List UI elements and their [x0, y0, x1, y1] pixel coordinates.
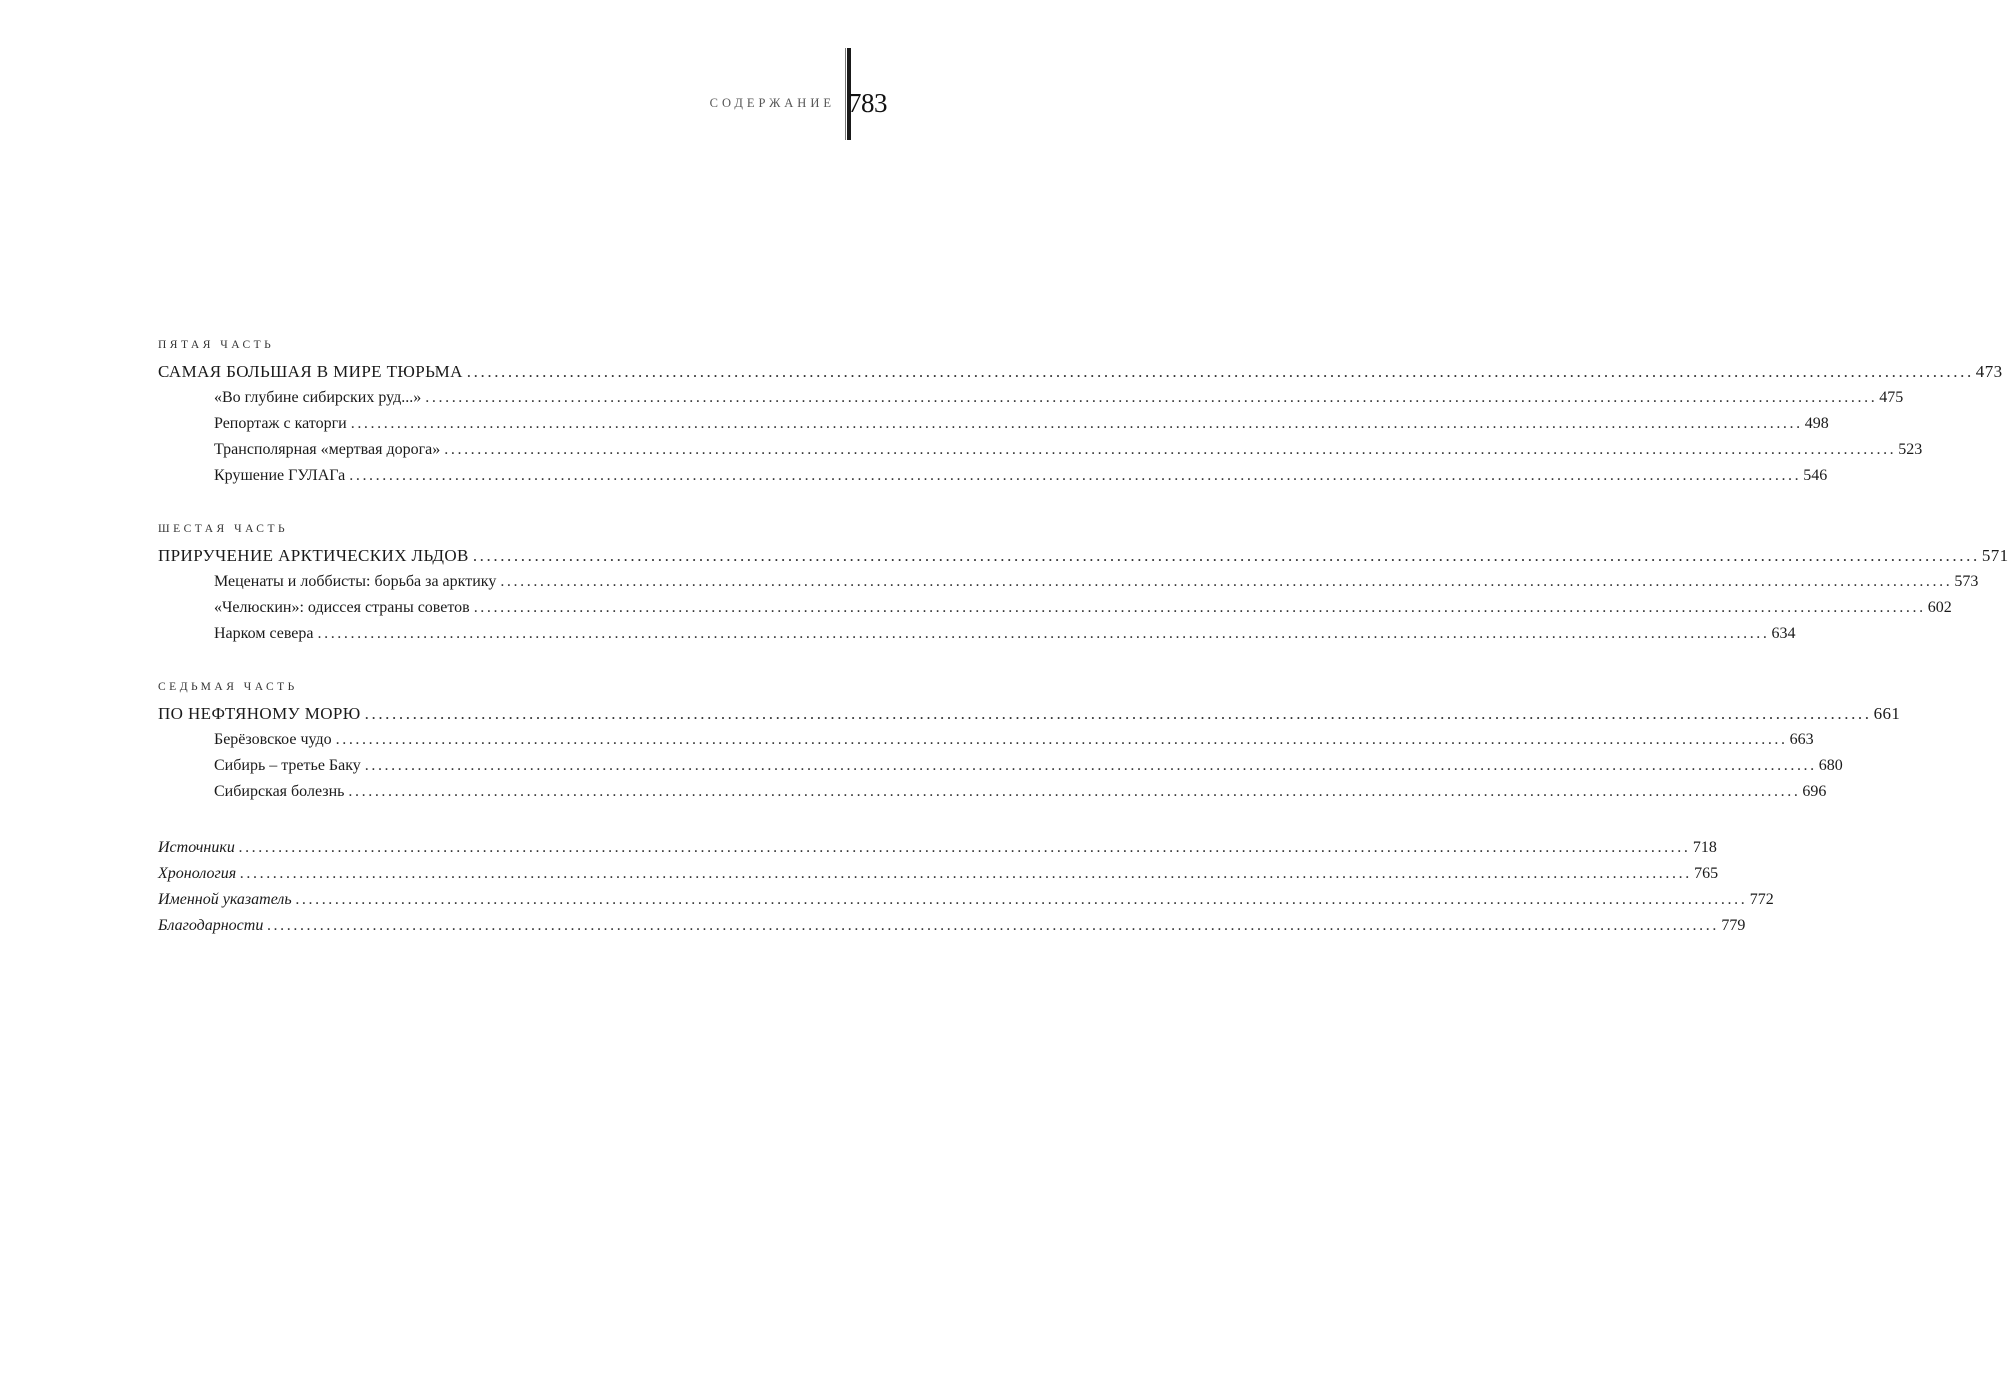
- page-ref: 661: [1873, 704, 1901, 723]
- chapter-entry[interactable]: [158, 595, 1952, 621]
- page-ref: 765: [1694, 865, 1719, 882]
- page-ref: 573: [1954, 573, 1979, 590]
- dot-leader: ............................................................................................................................................................................................................................: [295, 891, 1748, 908]
- section-label: СОДЕРЖАНИЕ: [709, 96, 835, 110]
- back-matter: [158, 835, 1774, 939]
- part-label: ШЕСТАЯ ЧАСТЬ: [158, 523, 289, 535]
- dot-leader: ............................................................................................................................................................................................................................: [500, 573, 1953, 590]
- dot-leader: ............................................................................................................................................................................................................................: [335, 731, 1788, 748]
- chapter-entry[interactable]: [158, 437, 1923, 463]
- chapter-title: Репортаж с каторги: [214, 415, 347, 432]
- page-ref: 663: [1789, 731, 1814, 748]
- dot-leader: ............................................................................................................................................................................................................................: [240, 865, 1693, 882]
- back-matter-entry[interactable]: [158, 913, 1746, 939]
- chapter-entry[interactable]: [158, 385, 1904, 411]
- table-of-contents: [158, 335, 2009, 939]
- dot-leader: ............................................................................................................................................................................................................................: [364, 757, 1817, 774]
- chapter-entry[interactable]: [158, 753, 1843, 779]
- dot-leader: ............................................................................................................................................................................................................................: [364, 704, 1872, 723]
- dot-leader: ............................................................................................................................................................................................................................: [317, 625, 1770, 642]
- part-title: ПРИРУЧЕНИЕ АРКТИЧЕСКИХ ЛЬДОВ: [158, 546, 469, 565]
- chapter-title: «Челюскин»: одиссея страны советов: [214, 599, 470, 616]
- page-ref: 696: [1802, 783, 1827, 800]
- chapter-entry[interactable]: [158, 727, 1814, 753]
- dot-leader: ............................................................................................................................................................................................................................: [444, 441, 1897, 458]
- part-title-entry[interactable]: [158, 701, 1901, 727]
- chapter-entry[interactable]: [158, 569, 1979, 595]
- page-ref: 546: [1803, 467, 1828, 484]
- page-ref: 680: [1818, 757, 1843, 774]
- back-matter-entry[interactable]: [158, 835, 1717, 861]
- back-matter-title: Хронология: [158, 865, 237, 882]
- chapter-entry[interactable]: [158, 463, 1828, 489]
- part-5: [158, 335, 2003, 489]
- part-label: ПЯТАЯ ЧАСТЬ: [158, 339, 275, 351]
- dot-leader: ............................................................................................................................................................................................................................: [473, 599, 1926, 616]
- page-ref: 473: [1975, 362, 2003, 381]
- back-matter-title: Благодарности: [158, 917, 264, 934]
- chapter-entry[interactable]: [158, 621, 1796, 647]
- chapter-entry[interactable]: [158, 779, 1827, 805]
- chapter-title: Нарком севера: [214, 625, 314, 642]
- back-matter-entry[interactable]: [158, 887, 1774, 913]
- chapter-title: Меценаты и лоббисты: борьба за арктику: [214, 573, 497, 590]
- part-title: САМАЯ БОЛЬШАЯ В МИРЕ ТЮРЬМА: [158, 362, 463, 381]
- header-divider-thin: [845, 48, 846, 140]
- page-ref: 498: [1804, 415, 1829, 432]
- page-number: 783: [848, 88, 887, 118]
- part-title: ПО НЕФТЯНОМУ МОРЮ: [158, 704, 361, 723]
- page-ref: 571: [1981, 546, 2009, 565]
- dot-leader: ............................................................................................................................................................................................................................: [349, 467, 1802, 484]
- part-6: [158, 519, 2009, 647]
- part-title-entry[interactable]: [158, 359, 2003, 385]
- chapter-title: Трансполярная «мертвая дорога»: [214, 441, 441, 458]
- part-title-entry[interactable]: [158, 543, 2009, 569]
- dot-leader: ............................................................................................................................................................................................................................: [238, 839, 1691, 856]
- dot-leader: ............................................................................................................................................................................................................................: [267, 917, 1720, 934]
- back-matter-title: Источники: [158, 839, 235, 856]
- chapter-title: «Во глубине сибирских руд...»: [214, 389, 422, 406]
- chapter-title: Берёзовское чудо: [214, 731, 332, 748]
- page-ref: 602: [1927, 599, 1952, 616]
- chapter-title: Крушение ГУЛАГа: [214, 467, 346, 484]
- dot-leader: ............................................................................................................................................................................................................................: [472, 546, 1980, 565]
- dot-leader: ............................................................................................................................................................................................................................: [348, 783, 1801, 800]
- dot-leader: ............................................................................................................................................................................................................................: [350, 415, 1803, 432]
- part-7: [158, 677, 1901, 805]
- back-matter-title: Именной указатель: [158, 891, 292, 908]
- page-ref: 772: [1749, 891, 1774, 908]
- dot-leader: ............................................................................................................................................................................................................................: [425, 389, 1878, 406]
- page-ref: 779: [1721, 917, 1746, 934]
- part-label: СЕДЬМАЯ ЧАСТЬ: [158, 681, 298, 693]
- chapter-entry[interactable]: [158, 411, 1829, 437]
- back-matter-entry[interactable]: [158, 861, 1719, 887]
- dot-leader: ............................................................................................................................................................................................................................: [466, 362, 1974, 381]
- chapter-title: Сибирь – третье Баку: [214, 757, 361, 774]
- chapter-title: Сибирская болезнь: [214, 783, 345, 800]
- page-ref: 634: [1771, 625, 1796, 642]
- page-ref: 718: [1692, 839, 1717, 856]
- page-ref: 475: [1879, 389, 1904, 406]
- page-ref: 523: [1898, 441, 1923, 458]
